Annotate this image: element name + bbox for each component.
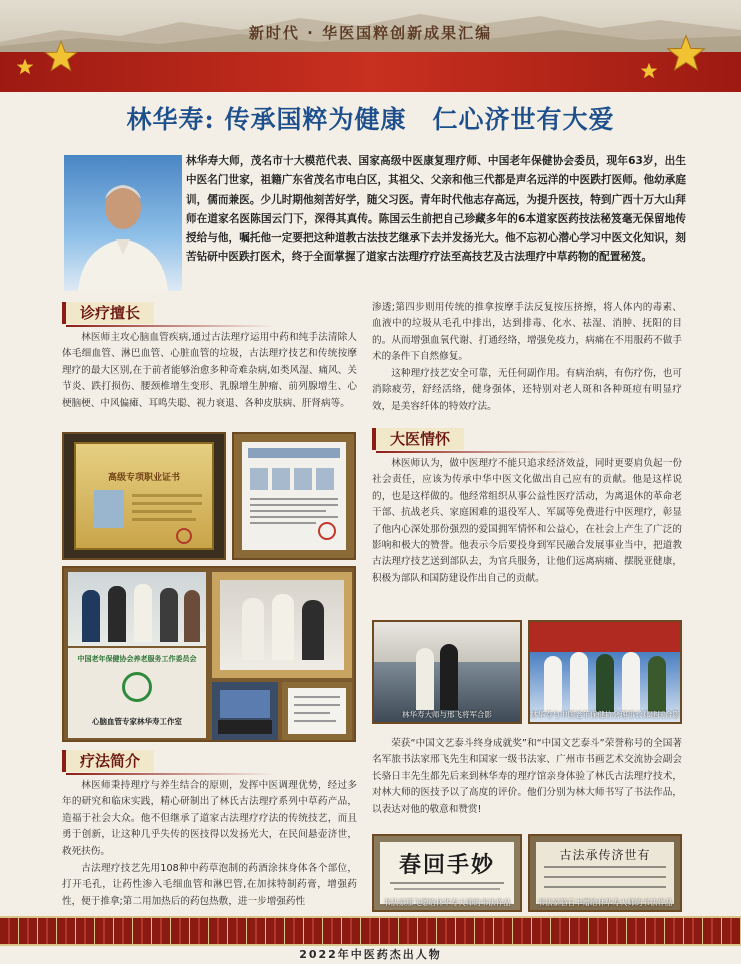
- photo-with-xing-fei: [372, 620, 522, 724]
- section-title-specialty: 诊疗擅长: [62, 302, 154, 324]
- credential-card-photo: [232, 432, 356, 560]
- photo-caption: 林华寿大师与邢飞将军合影: [402, 710, 492, 719]
- star-icon: [640, 62, 658, 80]
- certificate-photo: [62, 432, 226, 560]
- footer-pattern-band: [0, 916, 741, 946]
- portrait-photo: [64, 155, 182, 291]
- photo-with-association-director: [528, 620, 682, 724]
- workshop-plaque-text: 中国老年保健协会养老服务工作委员会: [77, 655, 197, 663]
- star-icon: [16, 58, 34, 76]
- calligraphy-text-2: 古法承传济世有: [559, 848, 651, 862]
- publication-title: 新时代 · 华医国粹创新成果汇编: [248, 24, 493, 42]
- calligraphy-text-1: 春回手妙: [398, 852, 495, 878]
- photo-caption: 书法家邢飞赠给林华寿大师的书法作品: [383, 898, 511, 907]
- section-title-care: 大医情怀: [372, 428, 464, 450]
- care-text: 林医师认为，做中医理疗不能只追求经济效益，同时更要肩负起一份社会责任，应该为传承中华中医文化做出自己应有的贡献。他是这样说的，也是这样做的。他经常组织从事公益性医疗活动，为离退休的革命老干部、抗战老兵、家庭困难的退役军人、军属等免费进行中医理疗，彰显了他内心深处那份强烈的爱国拥军情怀和公益心，在社会上产生了广泛的影响和极大的赞誉。他表示今后要投身到军民融合发展事业当中，把道教古法理疗技艺送到部队去，为官兵服务，让他们远离病痛、摆脱亚健康，积极为部队和国防建设作出自己的贡献。: [372, 458, 682, 584]
- honors-text: 荣获“中国文艺泰斗终身成就奖”和“中国文艺泰斗”荣誉称号的全国著名军旅书法家邢飞先生和国家一级书法家、广州市书画艺术交流协会副会长骆日丰先生都先后来到林华寿的理疗馆亲身体验了林氏古法理疗技术，对林大师的医技予以了高度的评价。他们分别为林大师书写了书法作品，以表达对他的敬意和赞赏!: [372, 738, 682, 815]
- studio-photo-collage: [62, 566, 356, 742]
- therapy-text-1: 林医师秉持理疗与养生结合的原则，发挥中医调理优势，经过多年的研究和临床实践，精心研制出了林氏古法理疗系列中草药产品，造福于社会大众。他不但继承了道家古法理疗疗法的传统技艺，而且勇于创新，让这种几乎失传的医技得以发扬光大，在民间悬壶济世，救死扶伤。: [62, 780, 357, 857]
- footer-title: 2022年中医药杰出人物: [0, 946, 741, 964]
- page-footer: [0, 916, 741, 964]
- article-headline: 林华寿: 传承国粹为健康 仁心济世有大爱: [126, 105, 615, 134]
- star-icon: [666, 34, 706, 74]
- specialty-text: 林医师主攻心脑血管疾病,通过古法理疗运用中药和纯手法清除人体毛细血管、淋巴血管、心脏血管的垃圾，古法理疗技艺和传统按摩理疗的最大区别,在于前者能够治愈多种奇难杂病,如类风湿、痛风、关节炎、跌打损伤、腰颈椎增生变形、乳腺增生肿瘤、前列腺增生、心梗脑梗、中风偏瘫、耳鸣失聪、视力衰退、各种皮肤病、肝肾病等。: [62, 332, 357, 409]
- star-icon: [44, 40, 78, 74]
- photo-caption: 林华寿与中国老年保健协会理事长郑建国合影: [530, 710, 680, 719]
- intro-paragraph: 林华寿大师，茂名市十大模范代表、国家高级中医康复理疗师、中国老年保健协会委员，现年63岁，出生中医名门世家，祖籍广东省茂名市电白区，其祖父、父亲和他三代都是声名远洋的中医跌打医师。他幼承庭训，儒而兼医。少儿时期他刻苦好学，随父习医。青年时代他志存高远，为提升医技，特到广西十万大山拜师在道家名医陈国云门下，深得其真传。陈国云生前把自己珍藏多年的6本道家医药技法秘笈毫无保留地传授给与他，嘱托他一定要把这种道教古法技艺继承下去并发扬光大。他不忘初心潜心学习中医文化知识，刻苦钻研中医跌打医术，终于全面掌握了道家古法理疗疗法至高技艺及古法理疗中草药物的配置秘笈。: [186, 155, 686, 264]
- section-title-therapy: 疗法简介: [62, 750, 154, 772]
- calligraphy-luo-rifeng: [528, 834, 682, 912]
- therapy-text-2: 古法理疗技艺先用108种中药草泡制的药酒涂抹身体各个部位，打开毛孔，让药性渗入毛细血管和淋巴管,在加抹特制药膏，增强药性，便于推拿;第二用加热后的药包热敷，进一步增强药性: [62, 863, 357, 907]
- therapy-continued-text-2: 这种理疗技艺安全可靠，无任何副作用。有病治病，有伤疗伤，也可消除疲劳，舒经活络，健身强体，还特别对老人斑和各种斑痘有明显疗效，是美容纤体的特效疗法。: [372, 368, 682, 412]
- calligraphy-xing-fei: [372, 834, 522, 912]
- certificate-title: 高级专项职业证书: [107, 473, 180, 483]
- header-red-ribbon: [0, 52, 741, 92]
- therapy-continued-text-1: 渗透;第四步则用传统的推拿按摩手法反复按压挤擦，将人体内的毒素、血液中的垃圾从毛孔中排出，达到排毒、化水、祛湿、消肿、抚阳的目的。从而增强血氧代谢、打通经络，增强免疫力，病痛在不用服药不做手术的条件下自然修复。: [372, 302, 682, 363]
- workshop-label: 心脑血管专家林华寿工作室: [92, 717, 182, 726]
- photo-caption: 书法家骆日丰赠给林华寿大师的书法作品: [537, 898, 673, 907]
- great-wall-banner: [0, 0, 741, 52]
- page-header: [0, 0, 741, 92]
